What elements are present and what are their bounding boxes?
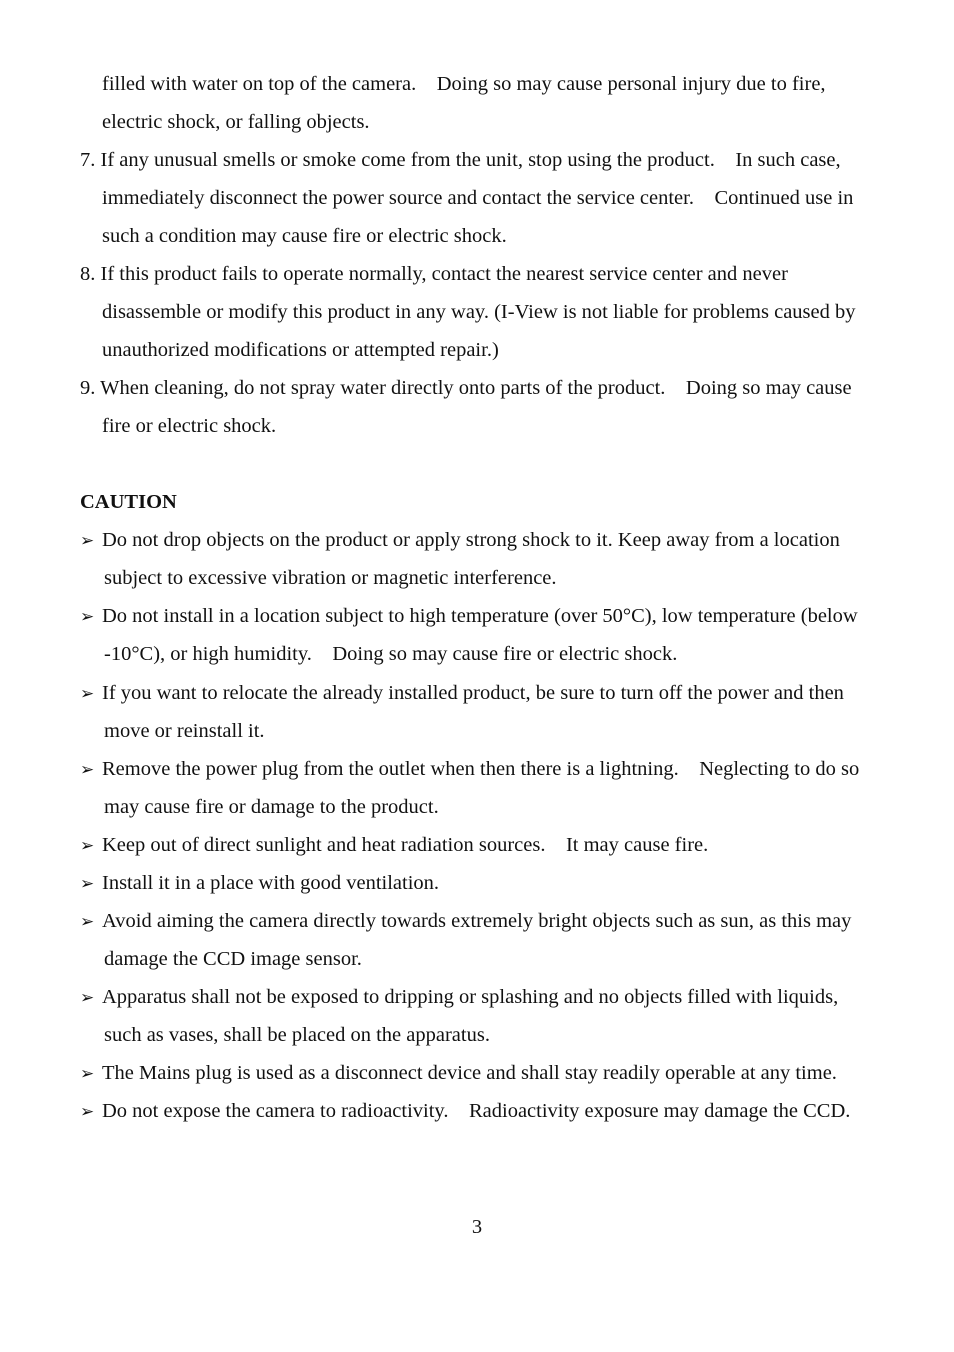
page-number: 3: [471, 1216, 483, 1238]
intro-line-1: filled with water on top of the camera. Doing so may cause personal injury due to fire,: [102, 73, 826, 95]
numbered-item-7: [80, 148, 841, 172]
item-number: 7.: [80, 149, 96, 171]
numbered-item-8-line-2: disassemble or modify this product in any way. (I-View is not liable for problems caused by: [102, 301, 856, 323]
caution-item-1: ➢ Do not drop objects on the product or apply strong shock to it. Keep away from a location: [80, 529, 840, 551]
arrow-bullet-icon: ➢: [80, 912, 95, 932]
arrow-bullet-icon: ➢: [80, 1102, 95, 1122]
caution-item-7-line-2: damage the CCD image sensor.: [104, 948, 362, 970]
item-number: 8.: [80, 263, 96, 285]
arrow-bullet-icon: ➢: [80, 760, 95, 780]
caution-item-8-line-2: such as vases, shall be placed on the apparatus.: [104, 1024, 490, 1046]
caution-item-4: ➢ Remove the power plug from the outlet when then there is a lightning. Neglecting to do so: [80, 758, 860, 780]
caution-item-1-line-2: subject to excessive vibration or magnetic interference.: [104, 567, 557, 589]
caution-item-7: ➢ Avoid aiming the camera directly towards extremely bright objects such as sun, as this may: [80, 910, 852, 932]
caution-item-5: ➢ Keep out of direct sunlight and heat radiation sources. It may cause fire.: [80, 834, 709, 856]
arrow-bullet-icon: ➢: [80, 531, 95, 551]
arrow-bullet-icon: ➢: [80, 1064, 95, 1084]
numbered-item-9-line-2: fire or electric shock.: [102, 415, 277, 437]
caution-item-2-line-2: -10°C), or high humidity. Doing so may cause fire or electric shock.: [104, 643, 678, 665]
item-number: 9.: [80, 377, 96, 399]
intro-line-2: electric shock, or falling objects.: [102, 111, 370, 133]
caution-item-4-line-2: may cause fire or damage to the product.: [104, 796, 439, 818]
item-text: When cleaning, do not spray water directly onto parts of the product. Doing so may cause: [100, 377, 852, 399]
caution-item-10: ➢ Do not expose the camera to radioactivity. Radioactivity exposure may damage the CCD.: [80, 1100, 851, 1122]
arrow-bullet-icon: ➢: [80, 874, 95, 894]
arrow-bullet-icon: ➢: [80, 684, 95, 704]
numbered-item-7-line-2: immediately disconnect the power source and contact the service center. Continued use in: [102, 187, 854, 209]
numbered-item-8: [80, 262, 788, 286]
arrow-bullet-icon: ➢: [80, 988, 95, 1008]
caution-item-8: ➢ Apparatus shall not be exposed to dripping or splashing and no objects filled with liquids,: [80, 986, 839, 1008]
caution-item-3-line-2: move or reinstall it.: [104, 720, 265, 742]
caution-item-2: ➢ Do not install in a location subject to high temperature (over 50°C), low temperature (below: [80, 605, 858, 627]
arrow-bullet-icon: ➢: [80, 607, 95, 627]
numbered-item-8-line-3: unauthorized modifications or attempted repair.): [102, 339, 499, 361]
caution-heading: CAUTION: [80, 491, 177, 513]
arrow-bullet-icon: ➢: [80, 836, 95, 856]
item-text: If this product fails to operate normally, contact the nearest service center and never: [100, 263, 788, 285]
caution-item-9: ➢ The Mains plug is used as a disconnect device and shall stay readily operable at any time.: [80, 1062, 837, 1084]
numbered-item-7-line-3: such a condition may cause fire or electric shock.: [102, 225, 507, 247]
item-text: If any unusual smells or smoke come from the unit, stop using the product. In such case,: [100, 149, 841, 171]
caution-item-6: ➢ Install it in a place with good ventilation.: [80, 872, 440, 894]
numbered-item-9: [80, 376, 852, 400]
caution-item-3: ➢ If you want to relocate the already installed product, be sure to turn off the power and then: [80, 682, 844, 704]
